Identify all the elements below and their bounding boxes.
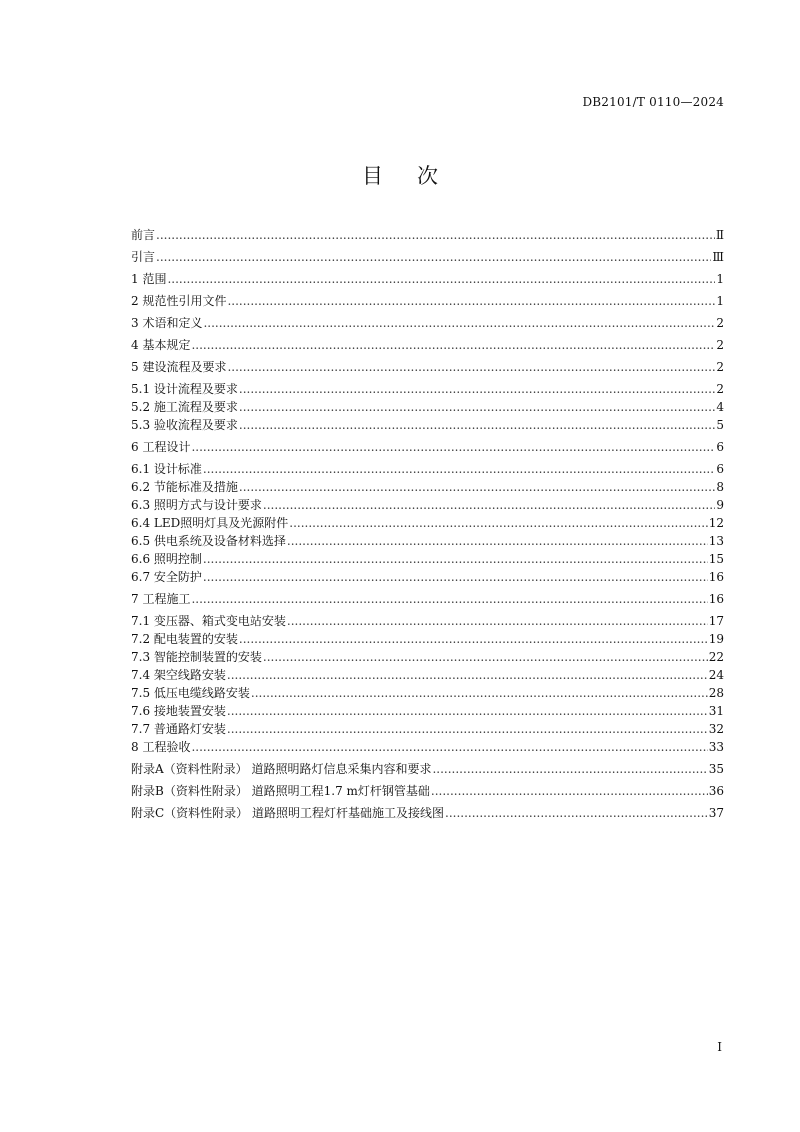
toc-entry-page: 15 [708,552,724,566]
toc-entry[interactable] [131,612,724,630]
toc-entry-label: 6.6 照明控制 [131,552,202,566]
toc-entry[interactable] [131,738,724,756]
toc-entry-label: 1 范围 [131,272,167,286]
toc-leader-dots [156,248,711,266]
toc-entry[interactable] [131,666,724,684]
toc-entry[interactable] [131,358,724,376]
toc-entry-page: 19 [708,632,724,646]
toc-entry-page: 32 [708,722,724,736]
toc-entry-page: 22 [708,650,724,664]
toc-leader-dots [445,804,708,822]
toc-entry-page: 35 [708,762,724,776]
toc-entry-page: 16 [708,570,724,584]
toc-entry[interactable] [131,460,724,478]
toc-entry[interactable] [131,496,724,514]
toc-entry-label: 8 工程验收 [131,740,191,754]
toc-entry[interactable] [131,398,724,416]
toc-entry[interactable] [131,720,724,738]
toc-entry-page: 4 [716,400,724,414]
toc-leader-dots [227,702,708,720]
toc-leader-dots [227,358,715,376]
toc-entry-label: 6.1 设计标准 [131,462,202,476]
page-title: 目次 [362,164,472,188]
toc-entry-page: 28 [708,686,724,700]
toc-entry-label: 6.7 安全防护 [131,570,202,584]
toc-leader-dots [191,590,707,608]
toc-leader-dots [191,336,715,354]
toc-entry[interactable] [131,226,724,244]
toc-entry-page: 5 [716,418,724,432]
toc-entry-label: 7.5 低压电缆线路安装 [131,686,250,700]
toc-entry-label: 5.2 施工流程及要求 [131,400,238,414]
toc-leader-dots [239,380,715,398]
toc-leader-dots [227,292,715,310]
toc-entry-label: 2 规范性引用文件 [131,294,227,308]
toc-leader-dots [432,760,707,778]
toc-entry-label: 7.2 配电装置的安装 [131,632,238,646]
toc-entry[interactable] [131,782,724,800]
toc-entry-page: 1 [716,272,724,286]
toc-entry-page: 31 [708,704,724,718]
toc-leader-dots [239,630,708,648]
toc-leader-dots [227,720,708,738]
toc-entry-label: 5 建设流程及要求 [131,360,227,374]
toc-entry[interactable] [131,292,724,310]
toc-entry-label: 6.5 供电系统及设备材料选择 [131,534,286,548]
toc-leader-dots [156,226,715,244]
toc-entry[interactable] [131,532,724,550]
toc-leader-dots [203,460,715,478]
toc-entry-page: 6 [716,462,724,476]
toc-entry-page: 2 [716,338,724,352]
toc-entry[interactable] [131,630,724,648]
toc-entry-page: 17 [708,614,724,628]
toc-entry-page: 2 [716,382,724,396]
toc-entry-page: 2 [716,316,724,330]
toc-entry[interactable] [131,248,724,266]
toc-entry-page: 13 [708,534,724,548]
toc-leader-dots [203,550,708,568]
toc-entry-page: Ⅲ [712,250,724,264]
toc-entry[interactable] [131,804,724,822]
toc-entry[interactable] [131,760,724,778]
toc-entry-label: 7.7 普通路灯安装 [131,722,226,736]
toc-entry-label: 前言 [131,228,156,242]
toc-leader-dots [287,532,708,550]
toc-entry-label: 6 工程设计 [131,440,191,454]
toc-leader-dots [167,270,715,288]
toc-leader-dots [239,478,715,496]
toc-entry-page: 36 [708,784,724,798]
toc-entry-page: 16 [708,592,724,606]
toc-leader-dots [203,568,708,586]
toc-leader-dots [251,684,708,702]
toc-entry-page: Ⅱ [715,228,724,242]
toc-entry[interactable] [131,314,724,332]
toc-entry-label: 引言 [131,250,156,264]
toc-leader-dots [239,398,715,416]
toc-entry-label: 3 术语和定义 [131,316,203,330]
toc-entry-label: 7.6 接地装置安装 [131,704,226,718]
toc-entry[interactable] [131,478,724,496]
toc-entry[interactable] [131,270,724,288]
toc-leader-dots [431,782,708,800]
toc-entry[interactable] [131,648,724,666]
toc-entry-label: 7 工程施工 [131,592,191,606]
toc-leader-dots [289,514,707,532]
toc-entry[interactable] [131,380,724,398]
toc-entry[interactable] [131,550,724,568]
toc-entry[interactable] [131,590,724,608]
toc-leader-dots [191,438,715,456]
toc-entry-page: 33 [708,740,724,754]
toc-entry-label: 7.3 智能控制装置的安装 [131,650,262,664]
toc-entry-page: 24 [708,668,724,682]
toc-entry-page: 37 [708,806,724,820]
toc-leader-dots [287,612,708,630]
toc-entry-label: 6.2 节能标准及措施 [131,480,238,494]
toc-entry[interactable] [131,568,724,586]
toc-entry-label: 6.3 照明方式与设计要求 [131,498,262,512]
toc-leader-dots [263,648,708,666]
toc-entry-page: 6 [716,440,724,454]
toc-leader-dots [203,314,715,332]
toc-leader-dots [191,738,707,756]
toc-leader-dots [227,666,708,684]
toc-entry[interactable] [131,702,724,720]
toc-entry-label: 5.1 设计流程及要求 [131,382,238,396]
document-code: DB2101/T 0110—2024 [582,95,724,109]
toc-leader-dots [263,496,715,514]
toc-entry-label: 附录A（资料性附录） 道路照明路灯信息采集内容和要求 [131,762,432,776]
toc-entry[interactable] [131,684,724,702]
toc-entry-page: 9 [716,498,724,512]
toc-entry-label: 7.1 变压器、箱式变电站安装 [131,614,286,628]
toc-entry-page: 12 [708,516,724,530]
toc-entry-page: 2 [716,360,724,374]
toc-entry-label: 4 基本规定 [131,338,191,352]
toc-entry[interactable] [131,416,724,434]
toc-entry-label: 6.4 LED照明灯具及光源附件 [131,516,289,530]
toc-entry[interactable] [131,514,724,532]
toc-entry-page: 1 [716,294,724,308]
toc-entry-label: 5.3 验收流程及要求 [131,418,238,432]
toc-entry-label: 7.4 架空线路安装 [131,668,226,682]
toc-entry[interactable] [131,438,724,456]
page-number: I [717,1040,722,1054]
toc-entry[interactable] [131,336,724,354]
toc-entry-label: 附录C（资料性附录） 道路照明工程灯杆基础施工及接线图 [131,806,444,820]
toc-entry-label: 附录B（资料性附录） 道路照明工程1.7 m灯杆钢管基础 [131,784,430,798]
toc-leader-dots [239,416,715,434]
table-of-contents [131,226,724,822]
toc-entry-page: 8 [716,480,724,494]
